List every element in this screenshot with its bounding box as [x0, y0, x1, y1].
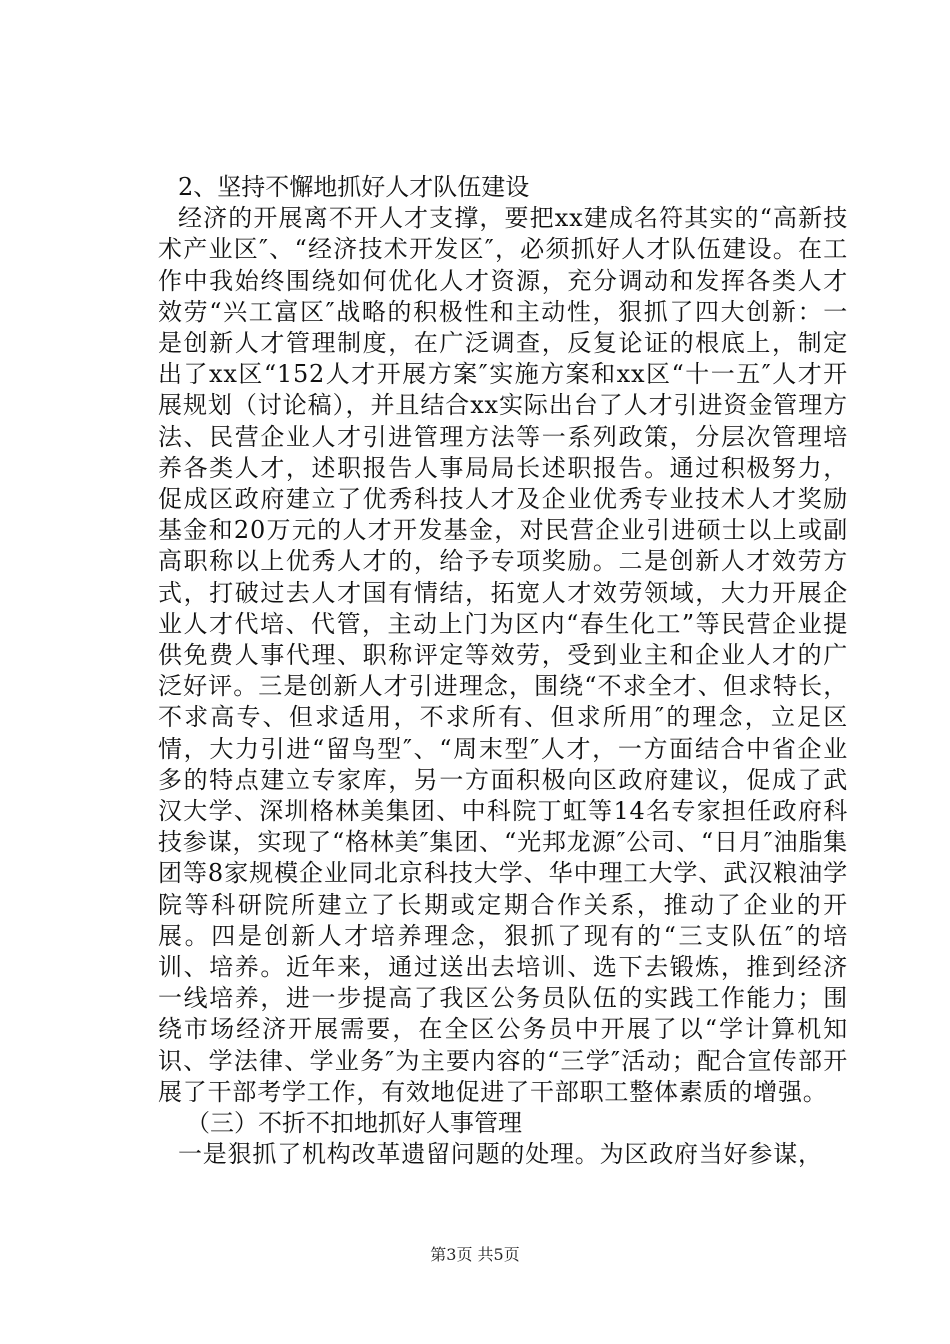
- section-heading: 2、坚持不懈地抓好人才队伍建设: [178, 173, 530, 201]
- body-paragraph: 经济的开展离不开人才支撑，要把xx建成名符其实的“高新技术产业区″、“经济技术开发区″，必须抓好人才队伍建设。在工作中我始终围绕如何优化人才资源，充分调动和发挥各类人才效劳“兴工富区″战略的积极性和主动性，狠抓了四大创新：一是创新人才管理制度，在广泛调查，反复论证的根底上，制定出了xx区“152人才开展方案″实施方案和xx区“十一五″人才开展规划（讨论稿），并且结合xx实际出台了人才引进资金管理方法、民营企业人才引进管理方法等一系列政策，分层次管理培养各类人才，述职报告人事局局长述职报告。通过积极努力，促成区政府建立了优秀科技人才及企业优秀专业技术人才奖励基金和20万元的人才开发基金，对民营企业引进硕士以上或副高职称以上优秀人才的，给予专项奖励。二是创新人才效劳方式，打破过去人才国有情结，拓宽人才效劳领域，大力开展企业人才代培、代管，主动上门为区内“春生化工”等民营企业提供免费人事代理、职称评定等效劳，受到业主和企业人才的广泛好评。三是创新人才引进理念，围绕“不求全才、但求特长，不求高专、但求适用，不求所有、但求所用″的理念，立足区情，大力引进“留鸟型″、“周末型″人才，一方面结合中省企业多的特点建立专家库，另一方面积极向区政府建议，促成了武汉大学、深圳格林美集团、中科院丁虹等14名专家担任政府科技参谋，实现了“格林美″集团、“光邦龙源″公司、“日月″油脂集团等8家规模企业同北京科技大学、华中理工大学、武汉粮油学院等科研院所建立了长期或定期合作关系，推动了企业的开展。四是创新人才培养理念，狠抓了现有的“三支队伍″的培训、培养。近年来，通过送出去培训、选下去锻炼，推到经济一线培养，进一步提高了我区公务员队伍的实践工作能力；围绕市场经济开展需要，在全区公务员中开展了以“学计算机知识、学法律、学业务″为主要内容的“三学″活动；配合宣传部开展了干部考学工作，有效地促进了干部职工整体素质的增强。: [158, 204, 848, 1106]
- sub-heading: （三）不折不扣地抓好人事管理: [186, 1109, 522, 1138]
- body-paragraph-continued: 一是狠抓了机构改革遗留问题的处理。为区政府当好参谋，: [178, 1140, 823, 1169]
- document-body: [158, 172, 848, 1171]
- page-footer: 第3页 共5页: [430, 1245, 520, 1264]
